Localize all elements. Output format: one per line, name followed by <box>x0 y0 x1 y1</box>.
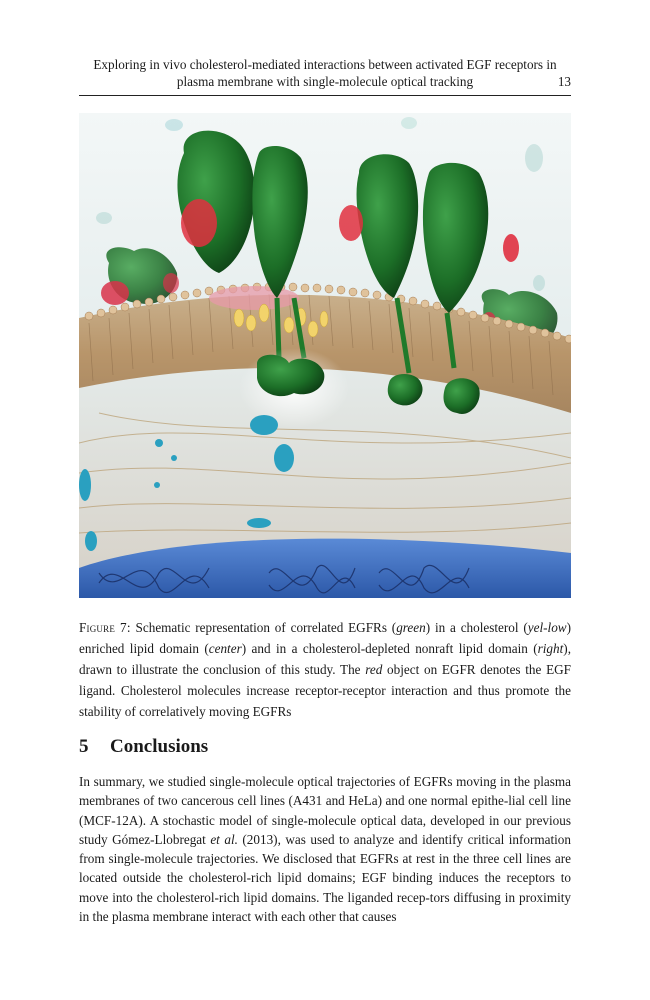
header-rule <box>79 95 571 96</box>
caption-text-3: ) enriched lipid domain ( <box>79 620 571 656</box>
paragraph-text-1: In summary, we studied single-molecule optical trajectories of EGFRs moving in the plasma membranes of two cancerous cell lines (A431 and HeLa) and one normal epithe-lial cell line (MCF-12A). A stochastic model of single-molecule optical data, developed in our previous study Gómez-Llobregat <box>79 774 571 847</box>
caption-text-1: Schematic representation of correlated EGFRs ( <box>130 620 397 635</box>
running-header <box>79 56 571 90</box>
figure-7-illustration <box>79 113 571 598</box>
page-number: 13 <box>557 74 571 89</box>
caption-green: green <box>396 620 426 635</box>
egfr-membrane-illustration <box>79 113 571 598</box>
running-header-line2-wrap <box>79 73 571 90</box>
egf-ligand-center <box>181 199 217 247</box>
caption-yellow: yel-low <box>527 620 567 635</box>
running-header-line1: Exploring in vivo cholesterol-mediated interactions between activated EGF receptors in <box>93 57 557 72</box>
section-number: 5 <box>79 736 89 757</box>
section-heading <box>79 735 571 759</box>
caption-text-4: ) and in a cholesterol-depleted nonraft lipid domain ( <box>241 641 538 656</box>
figure-label: Figure 7: <box>79 620 131 635</box>
caption-text-6: object on EGFR denotes the EGF ligand. Cholesterol molecules increase receptor-receptor interaction and thus promote the stability of correlatively moving EGFRs <box>79 662 571 719</box>
section-title: Conclusions <box>110 736 209 757</box>
figure-caption <box>79 617 571 722</box>
egf-ligand-right <box>339 205 363 241</box>
caption-center: center <box>208 641 242 656</box>
caption-red: red <box>365 662 383 677</box>
caption-right: right <box>537 641 564 656</box>
citation-etal: et al. <box>210 831 238 847</box>
caption-text-2: ) in a cholesterol ( <box>425 620 528 635</box>
egf-ligand-left <box>101 281 129 305</box>
running-header-line2: plasma membrane with single-molecule optical tracking <box>176 74 474 89</box>
conclusions-paragraph <box>79 772 571 926</box>
caption-text-5: ), drawn to illustrate the conclusion of this study. The <box>79 641 571 677</box>
paragraph-text-2: (2013), was used to analyze and identify critical information from single-molecule trajectories. We disclosed that EGFRs at rest in the three cell lines are located outside the cholesterol-rich lipid domains; EGF binding induces the receptors to move into the cholesterol-rich lipid domains. The liganded recep-tors diffusing in proximity in the plasma membrane interact with each other that causes <box>79 831 571 925</box>
